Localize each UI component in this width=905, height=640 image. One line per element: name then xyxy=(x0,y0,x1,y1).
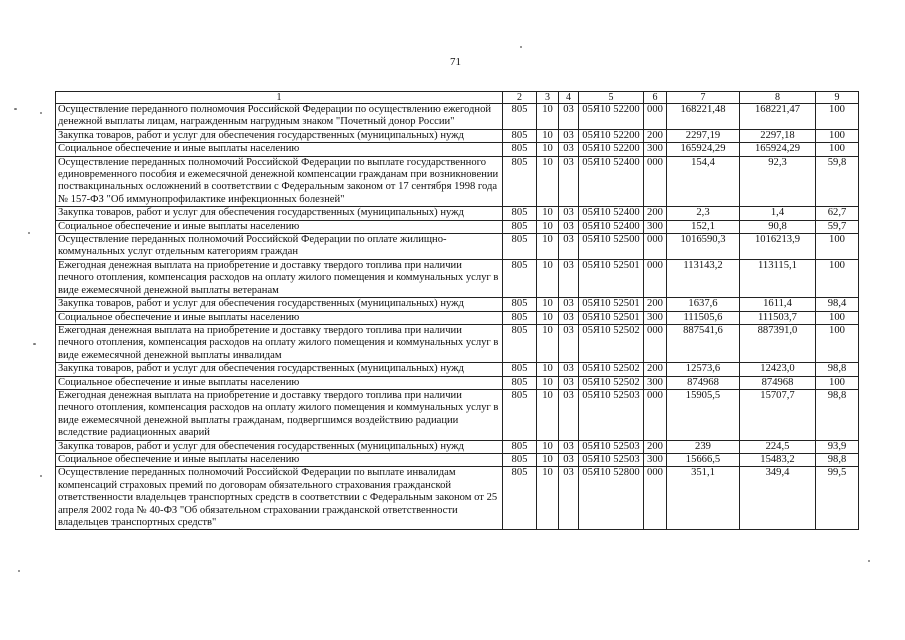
scan-speck xyxy=(33,343,36,345)
row-name-cell: Осуществление переданных полномочий Российской Федерации по выплате инвалидам компенсаций страховых премий по договорам обязательного страхования гражданской ответственности владельцев транспортных средств в соответствии с Федеральным законом от 25 апреля 2002 года № 40-ФЗ "Об обязательном страховании гражданской ответственности владельцев транспортных средств" xyxy=(56,467,503,530)
value-cell-8: 887391,0 xyxy=(740,324,816,362)
table-row xyxy=(56,467,859,530)
value-cell-7: 2297,19 xyxy=(667,129,740,142)
row-name-cell: Социальное обеспечение и иные выплаты населению xyxy=(56,220,503,233)
value-cell-8: 1016213,9 xyxy=(740,234,816,260)
value-cell-8: 2297,18 xyxy=(740,129,816,142)
value-cell-5: 05Я10 52501 xyxy=(579,311,644,324)
value-cell-6: 000 xyxy=(644,234,667,260)
value-cell-8: 90,8 xyxy=(740,220,816,233)
value-cell-4: 03 xyxy=(559,363,579,376)
value-cell-4: 03 xyxy=(559,311,579,324)
value-cell-7: 239 xyxy=(667,440,740,453)
value-cell-4: 03 xyxy=(559,389,579,440)
value-cell-2: 805 xyxy=(503,324,537,362)
scan-speck xyxy=(28,232,30,234)
value-cell-4: 03 xyxy=(559,376,579,389)
col-header: 1 xyxy=(56,92,503,104)
row-name-cell: Социальное обеспечение и иные выплаты населению xyxy=(56,376,503,389)
scan-speck xyxy=(18,570,20,572)
table-header-row xyxy=(56,92,859,104)
value-cell-2: 805 xyxy=(503,376,537,389)
value-cell-2: 805 xyxy=(503,440,537,453)
col-header: 4 xyxy=(559,92,579,104)
value-cell-4: 03 xyxy=(559,143,579,156)
value-cell-6: 000 xyxy=(644,259,667,297)
scan-speck xyxy=(14,108,17,110)
value-cell-5: 05Я10 52800 xyxy=(579,467,644,530)
value-cell-6: 000 xyxy=(644,104,667,130)
table-row xyxy=(56,129,859,142)
value-cell-3: 10 xyxy=(537,259,559,297)
value-cell-4: 03 xyxy=(559,259,579,297)
value-cell-9: 98,4 xyxy=(816,298,859,311)
scan-speck xyxy=(868,560,870,562)
value-cell-4: 03 xyxy=(559,298,579,311)
value-cell-9: 62,7 xyxy=(816,207,859,220)
value-cell-3: 10 xyxy=(537,104,559,130)
row-name-cell: Социальное обеспечение и иные выплаты населению xyxy=(56,143,503,156)
row-name-cell: Ежегодная денежная выплата на приобретение и доставку твердого топлива при наличии печного отопления, компенсация расходов на оплату жилого помещения и коммунальных услуг в виде ежемесячной денежной выплаты инвалидам xyxy=(56,324,503,362)
value-cell-2: 805 xyxy=(503,363,537,376)
row-name-cell: Осуществление переданных полномочий Российской Федерации по выплате государственного единовременного пособия и ежемесячной денежной компенсации гражданам при возникновении поствакцинальных осложнений в соответствии с Федеральным законом от 17 сентября 1998 года № 157-ФЗ "Об иммунопрофилактике инфекционных болезней" xyxy=(56,156,503,207)
row-name-cell: Закупка товаров, работ и услуг для обеспечения государственных (муниципальных) нужд xyxy=(56,298,503,311)
value-cell-5: 05Я10 52400 xyxy=(579,156,644,207)
value-cell-3: 10 xyxy=(537,129,559,142)
row-name-cell: Социальное обеспечение и иные выплаты населению xyxy=(56,311,503,324)
value-cell-3: 10 xyxy=(537,453,559,466)
value-cell-3: 10 xyxy=(537,298,559,311)
table-row xyxy=(56,156,859,207)
value-cell-2: 805 xyxy=(503,311,537,324)
value-cell-5: 05Я10 52503 xyxy=(579,440,644,453)
value-cell-8: 111503,7 xyxy=(740,311,816,324)
table-row xyxy=(56,311,859,324)
value-cell-6: 000 xyxy=(644,156,667,207)
row-name-cell: Социальное обеспечение и иные выплаты населению xyxy=(56,453,503,466)
value-cell-4: 03 xyxy=(559,220,579,233)
value-cell-7: 111505,6 xyxy=(667,311,740,324)
scan-speck xyxy=(40,112,42,114)
value-cell-3: 10 xyxy=(537,389,559,440)
value-cell-8: 168221,47 xyxy=(740,104,816,130)
value-cell-5: 05Я10 52400 xyxy=(579,207,644,220)
value-cell-9: 93,9 xyxy=(816,440,859,453)
row-name-cell: Ежегодная денежная выплата на приобретение и доставку твердого топлива при наличии печного отопления, компенсация расходов на оплату жилого помещения и коммунальных услуг в виде ежемесячной денежной выплаты ветеранам xyxy=(56,259,503,297)
value-cell-6: 200 xyxy=(644,440,667,453)
col-header: 2 xyxy=(503,92,537,104)
table-row xyxy=(56,298,859,311)
table-row xyxy=(56,220,859,233)
value-cell-7: 15666,5 xyxy=(667,453,740,466)
value-cell-4: 03 xyxy=(559,104,579,130)
value-cell-8: 165924,29 xyxy=(740,143,816,156)
value-cell-5: 05Я10 52200 xyxy=(579,143,644,156)
value-cell-3: 10 xyxy=(537,234,559,260)
row-name-cell: Осуществление переданных полномочий Российской Федерации по оплате жилищно-коммунальных услуг отдельным категориям граждан xyxy=(56,234,503,260)
row-name-cell: Закупка товаров, работ и услуг для обеспечения государственных (муниципальных) нужд xyxy=(56,363,503,376)
value-cell-2: 805 xyxy=(503,259,537,297)
value-cell-9: 100 xyxy=(816,129,859,142)
table-row xyxy=(56,440,859,453)
value-cell-7: 2,3 xyxy=(667,207,740,220)
col-header: 5 xyxy=(579,92,644,104)
value-cell-3: 10 xyxy=(537,311,559,324)
value-cell-7: 12573,6 xyxy=(667,363,740,376)
value-cell-7: 154,4 xyxy=(667,156,740,207)
table-row xyxy=(56,104,859,130)
row-name-cell: Закупка товаров, работ и услуг для обеспечения государственных (муниципальных) нужд xyxy=(56,207,503,220)
value-cell-3: 10 xyxy=(537,440,559,453)
col-header: 3 xyxy=(537,92,559,104)
value-cell-6: 200 xyxy=(644,207,667,220)
row-name-cell: Ежегодная денежная выплата на приобретение и доставку твердого топлива при наличии печного отопления, компенсация расходов на оплату жилого помещения и коммунальных услуг в виде ежемесячной денежной выплаты гражданам, подвергшимся воздействию радиации вследствие радиационных аварий xyxy=(56,389,503,440)
value-cell-9: 98,8 xyxy=(816,453,859,466)
value-cell-5: 05Я10 52400 xyxy=(579,220,644,233)
col-header: 7 xyxy=(667,92,740,104)
col-header: 9 xyxy=(816,92,859,104)
value-cell-8: 15483,2 xyxy=(740,453,816,466)
value-cell-6: 200 xyxy=(644,129,667,142)
value-cell-7: 165924,29 xyxy=(667,143,740,156)
row-name-cell: Осуществление переданного полномочия Российской Федерации по осуществлению ежегодной денежной выплаты лицам, награжденным нагрудным знаком "Почетный донор России" xyxy=(56,104,503,130)
value-cell-8: 874968 xyxy=(740,376,816,389)
value-cell-2: 805 xyxy=(503,467,537,530)
value-cell-6: 300 xyxy=(644,220,667,233)
value-cell-4: 03 xyxy=(559,440,579,453)
table-body xyxy=(56,104,859,530)
value-cell-4: 03 xyxy=(559,156,579,207)
value-cell-7: 113143,2 xyxy=(667,259,740,297)
value-cell-9: 100 xyxy=(816,376,859,389)
table-row xyxy=(56,207,859,220)
value-cell-9: 100 xyxy=(816,104,859,130)
value-cell-3: 10 xyxy=(537,156,559,207)
value-cell-3: 10 xyxy=(537,376,559,389)
value-cell-7: 887541,6 xyxy=(667,324,740,362)
value-cell-7: 351,1 xyxy=(667,467,740,530)
table-row xyxy=(56,363,859,376)
value-cell-9: 100 xyxy=(816,234,859,260)
value-cell-2: 805 xyxy=(503,389,537,440)
value-cell-8: 113115,1 xyxy=(740,259,816,297)
table-row xyxy=(56,234,859,260)
value-cell-9: 59,7 xyxy=(816,220,859,233)
row-name-cell: Закупка товаров, работ и услуг для обеспечения государственных (муниципальных) нужд xyxy=(56,129,503,142)
value-cell-6: 300 xyxy=(644,143,667,156)
value-cell-5: 05Я10 52502 xyxy=(579,376,644,389)
value-cell-8: 1611,4 xyxy=(740,298,816,311)
value-cell-8: 92,3 xyxy=(740,156,816,207)
value-cell-6: 300 xyxy=(644,453,667,466)
table-row xyxy=(56,376,859,389)
value-cell-7: 152,1 xyxy=(667,220,740,233)
page-number: 71 xyxy=(450,56,461,68)
value-cell-5: 05Я10 52501 xyxy=(579,298,644,311)
value-cell-7: 874968 xyxy=(667,376,740,389)
col-header: 8 xyxy=(740,92,816,104)
value-cell-2: 805 xyxy=(503,207,537,220)
value-cell-6: 200 xyxy=(644,298,667,311)
value-cell-3: 10 xyxy=(537,363,559,376)
value-cell-8: 224,5 xyxy=(740,440,816,453)
value-cell-9: 100 xyxy=(816,259,859,297)
value-cell-4: 03 xyxy=(559,129,579,142)
value-cell-9: 99,5 xyxy=(816,467,859,530)
value-cell-6: 200 xyxy=(644,363,667,376)
value-cell-9: 100 xyxy=(816,324,859,362)
col-header: 6 xyxy=(644,92,667,104)
value-cell-5: 05Я10 52501 xyxy=(579,259,644,297)
value-cell-3: 10 xyxy=(537,207,559,220)
value-cell-8: 12423,0 xyxy=(740,363,816,376)
value-cell-2: 805 xyxy=(503,234,537,260)
value-cell-7: 168221,48 xyxy=(667,104,740,130)
value-cell-6: 300 xyxy=(644,311,667,324)
value-cell-2: 805 xyxy=(503,143,537,156)
value-cell-8: 1,4 xyxy=(740,207,816,220)
value-cell-9: 59,8 xyxy=(816,156,859,207)
value-cell-5: 05Я10 52500 xyxy=(579,234,644,260)
value-cell-3: 10 xyxy=(537,324,559,362)
value-cell-8: 349,4 xyxy=(740,467,816,530)
value-cell-3: 10 xyxy=(537,220,559,233)
value-cell-5: 05Я10 52502 xyxy=(579,324,644,362)
value-cell-2: 805 xyxy=(503,104,537,130)
value-cell-7: 1016590,3 xyxy=(667,234,740,260)
value-cell-9: 100 xyxy=(816,143,859,156)
value-cell-7: 15905,5 xyxy=(667,389,740,440)
table-row xyxy=(56,453,859,466)
value-cell-2: 805 xyxy=(503,220,537,233)
value-cell-3: 10 xyxy=(537,143,559,156)
value-cell-6: 000 xyxy=(644,389,667,440)
value-cell-5: 05Я10 52502 xyxy=(579,363,644,376)
value-cell-9: 100 xyxy=(816,311,859,324)
value-cell-5: 05Я10 52503 xyxy=(579,389,644,440)
value-cell-6: 000 xyxy=(644,324,667,362)
row-name-cell: Закупка товаров, работ и услуг для обеспечения государственных (муниципальных) нужд xyxy=(56,440,503,453)
value-cell-4: 03 xyxy=(559,207,579,220)
value-cell-2: 805 xyxy=(503,129,537,142)
value-cell-5: 05Я10 52200 xyxy=(579,129,644,142)
value-cell-8: 15707,7 xyxy=(740,389,816,440)
table-row xyxy=(56,389,859,440)
value-cell-2: 805 xyxy=(503,453,537,466)
budget-table xyxy=(55,91,859,530)
value-cell-5: 05Я10 52503 xyxy=(579,453,644,466)
table-row xyxy=(56,259,859,297)
value-cell-3: 10 xyxy=(537,467,559,530)
value-cell-6: 300 xyxy=(644,376,667,389)
scan-speck xyxy=(40,475,42,477)
value-cell-2: 805 xyxy=(503,298,537,311)
scan-speck xyxy=(520,46,522,48)
table-row xyxy=(56,324,859,362)
value-cell-4: 03 xyxy=(559,467,579,530)
value-cell-4: 03 xyxy=(559,453,579,466)
value-cell-7: 1637,6 xyxy=(667,298,740,311)
value-cell-5: 05Я10 52200 xyxy=(579,104,644,130)
value-cell-4: 03 xyxy=(559,324,579,362)
value-cell-9: 98,8 xyxy=(816,389,859,440)
value-cell-6: 000 xyxy=(644,467,667,530)
value-cell-9: 98,8 xyxy=(816,363,859,376)
value-cell-2: 805 xyxy=(503,156,537,207)
table-row xyxy=(56,143,859,156)
value-cell-4: 03 xyxy=(559,234,579,260)
